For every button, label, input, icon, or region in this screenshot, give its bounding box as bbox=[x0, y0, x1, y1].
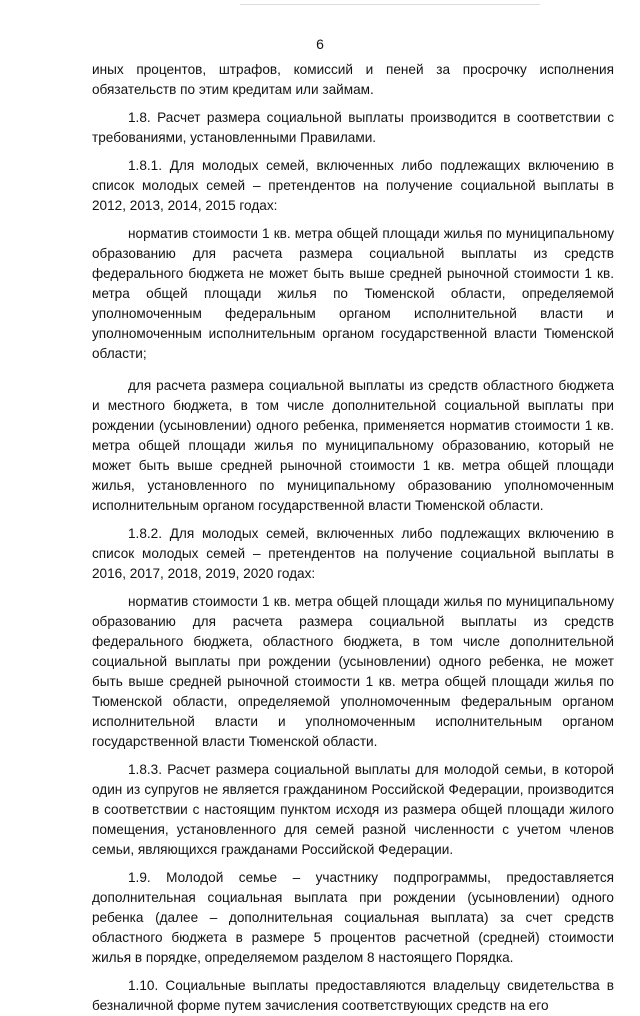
paragraph-1-8: 1.8. Расчет размера социальной выплаты производится в соответствии с требованиями, установленными Правилами. bbox=[92, 110, 614, 145]
paragraph-continuation: иных процентов, штрафов, комиссий и пеней за просрочку исполнения обязательств по этим кредитам или займам. bbox=[92, 62, 614, 97]
paragraph-1-8-1: 1.8.1. Для молодых семей, включенных либо подлежащих включению в список молодых семей – претендентов на получение социальной выплаты в 2012, 2013, 2014, 2015 годах: bbox=[92, 158, 614, 213]
document-body bbox=[92, 60, 614, 1016]
page-number: 6 bbox=[316, 36, 324, 52]
paragraph-1-8-2-norm: норматив стоимости 1 кв. метра общей площади жилья по муниципальному образованию для расчета размера социальной выплаты из средств федерального бюджета, областного бюджета, в том числе дополнительной социальной выплаты при рождении (усыновлении) одного ребенка, не может быть выше средней рыночной стоимости 1 кв. метра общей площади жилья по Тюменской области, определяемой уполномоченным федеральным органом исполнительной власти и уполномоченным исполнительным органом государственной власти Тюменской области. bbox=[92, 594, 614, 749]
scan-edge-line bbox=[240, 4, 540, 5]
paragraph-1-10: 1.10. Социальные выплаты предоставляются владельцу свидетельства в безналичной форме путем зачисления соответствующих средств на его bbox=[92, 978, 614, 1013]
paragraph-1-8-1-norm: норматив стоимости 1 кв. метра общей площади жилья по муниципальному образованию для расчета размера социальной выплаты из средств федерального бюджета не может быть выше средней рыночной стоимости 1 кв. метра общей площади жилья по Тюменской области, определяемой уполномоченным федеральным органом исполнительной власти и уполномоченным исполнительным органом государственной власти Тюменской области; bbox=[92, 226, 614, 361]
paragraph-1-8-1-regional: для расчета размера социальной выплаты из средств областного бюджета и местного бюджета, в том числе дополнительной социальной выплаты при рождении (усыновлении) одного ребенка, применяется норматив стоимости 1 кв. метра общей площади жилья по муниципальному образованию, который не может быть выше средней рыночной стоимости 1 кв. метра общей площади жилья, установленного по муниципальному образованию уполномоченным исполнительным органом государственной власти Тюменской области. bbox=[92, 378, 614, 513]
paragraph-1-9: 1.9. Молодой семье – участнику подпрограммы, предоставляется дополнительная социальная выплата при рождении (усыновлении) одного ребенка (далее – дополнительная социальная выплата) за счет средств областного бюджета в размере 5 процентов расчетной (средней) стоимости жилья в порядке, определяемом разделом 8 настоящего Порядка. bbox=[92, 870, 614, 965]
paragraph-1-8-3: 1.8.3. Расчет размера социальной выплаты для молодой семьи, в которой один из супругов не является гражданином Российской Федерации, производится в соответствии с настоящим пунктом исходя из размера общей площади жилого помещения, установленного для семей разной численности с учетом членов семьи, являющихся гражданами Российской Федерации. bbox=[92, 762, 614, 857]
paragraph-1-8-2: 1.8.2. Для молодых семей, включенных либо подлежащих включению в список молодых семей – претендентов на получение социальной выплаты в 2016, 2017, 2018, 2019, 2020 годах: bbox=[92, 526, 614, 581]
